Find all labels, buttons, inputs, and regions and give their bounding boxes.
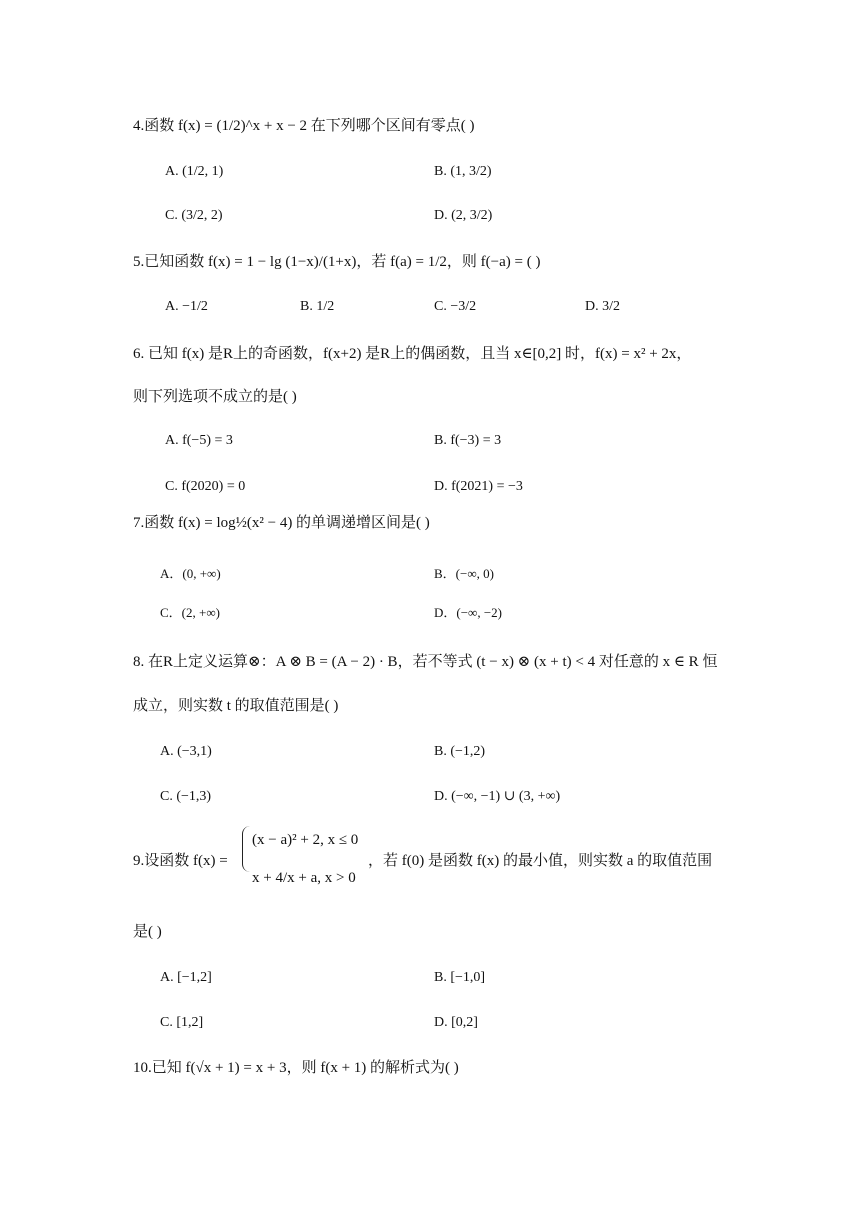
question-9-option-b: B. [−1,0] xyxy=(434,970,486,985)
question-5-option-b: B. 1/2 xyxy=(300,299,335,314)
question-9-stem-line-2: 是( ) xyxy=(133,924,162,940)
question-9-case-1: (x − a)² + 2, x ≤ 0 xyxy=(252,832,359,848)
question-5-option-c: C. −3/2 xyxy=(434,299,477,314)
question-4-stem: 4.函数 f(x) = (1/2)^x + x − 2 在下列哪个区间有零点( ) xyxy=(133,118,475,134)
question-8-option-c: C. (−1,3) xyxy=(160,789,212,804)
question-6-option-d: D. f(2021) = −3 xyxy=(434,479,523,494)
question-9-case-2: x + 4/x + a, x > 0 xyxy=(252,870,356,886)
question-5-stem: 5.已知函数 f(x) = 1 − lg (1−x)/(1+x)，若 f(a) = 1/2，则 f(−a) = ( ) xyxy=(133,254,541,270)
question-6-option-a: A. f(−5) = 3 xyxy=(165,433,233,448)
question-9-stem-suffix: ，若 f(0) 是函数 f(x) 的最小值，则实数 a 的取值范围 xyxy=(368,853,713,869)
question-7-option-d: D．(−∞, −2) xyxy=(434,605,502,620)
question-10-stem: 10.已知 f(√x + 1) = x + 3，则 f(x + 1) 的解析式为( ) xyxy=(133,1060,459,1076)
question-6-option-b: B. f(−3) = 3 xyxy=(434,433,502,448)
question-8-stem-line-2: 成立，则实数 t 的取值范围是( ) xyxy=(133,698,339,714)
question-8-option-d: D. (−∞, −1) ∪ (3, +∞) xyxy=(434,789,561,804)
question-4-option-c: C. (3/2, 2) xyxy=(165,208,223,223)
question-5-option-a: A. −1/2 xyxy=(165,299,208,314)
question-7-option-a: A．(0, +∞) xyxy=(160,566,221,581)
question-9-brace xyxy=(242,826,251,872)
question-6-stem-line-2: 则下列选项不成立的是( ) xyxy=(133,389,297,405)
question-8-option-a: A. (−3,1) xyxy=(160,744,212,759)
question-4-option-d: D. (2, 3/2) xyxy=(434,208,493,223)
question-9-stem-prefix: 9.设函数 f(x) = xyxy=(133,853,228,869)
question-9-option-d: D. [0,2] xyxy=(434,1015,478,1030)
question-8-stem-line-1: 8. 在R上定义运算⊗：A ⊗ B = (A − 2) · B，若不等式 (t − x) ⊗ (x + t) < 4 对任意的 x ∈ R 恒 xyxy=(133,654,718,670)
question-4-option-a: A. (1/2, 1) xyxy=(165,164,224,179)
question-6-option-c: C. f(2020) = 0 xyxy=(165,479,246,494)
question-9-option-a: A. [−1,2] xyxy=(160,970,212,985)
question-7-option-c: C．(2, +∞) xyxy=(160,605,220,620)
question-4-option-b: B. (1, 3/2) xyxy=(434,164,492,179)
question-7-option-b: B．(−∞, 0) xyxy=(434,566,494,581)
question-7-stem: 7.函数 f(x) = log½(x² − 4) 的单调递增区间是( ) xyxy=(133,515,430,531)
question-8-option-b: B. (−1,2) xyxy=(434,744,486,759)
question-5-option-d: D. 3/2 xyxy=(585,299,620,314)
question-9-option-c: C. [1,2] xyxy=(160,1015,204,1030)
question-6-stem-line-1: 6. 已知 f(x) 是R上的奇函数，f(x+2) 是R上的偶函数，且当 x∈[0,2] 时，f(x) = x² + 2x， xyxy=(133,346,692,362)
